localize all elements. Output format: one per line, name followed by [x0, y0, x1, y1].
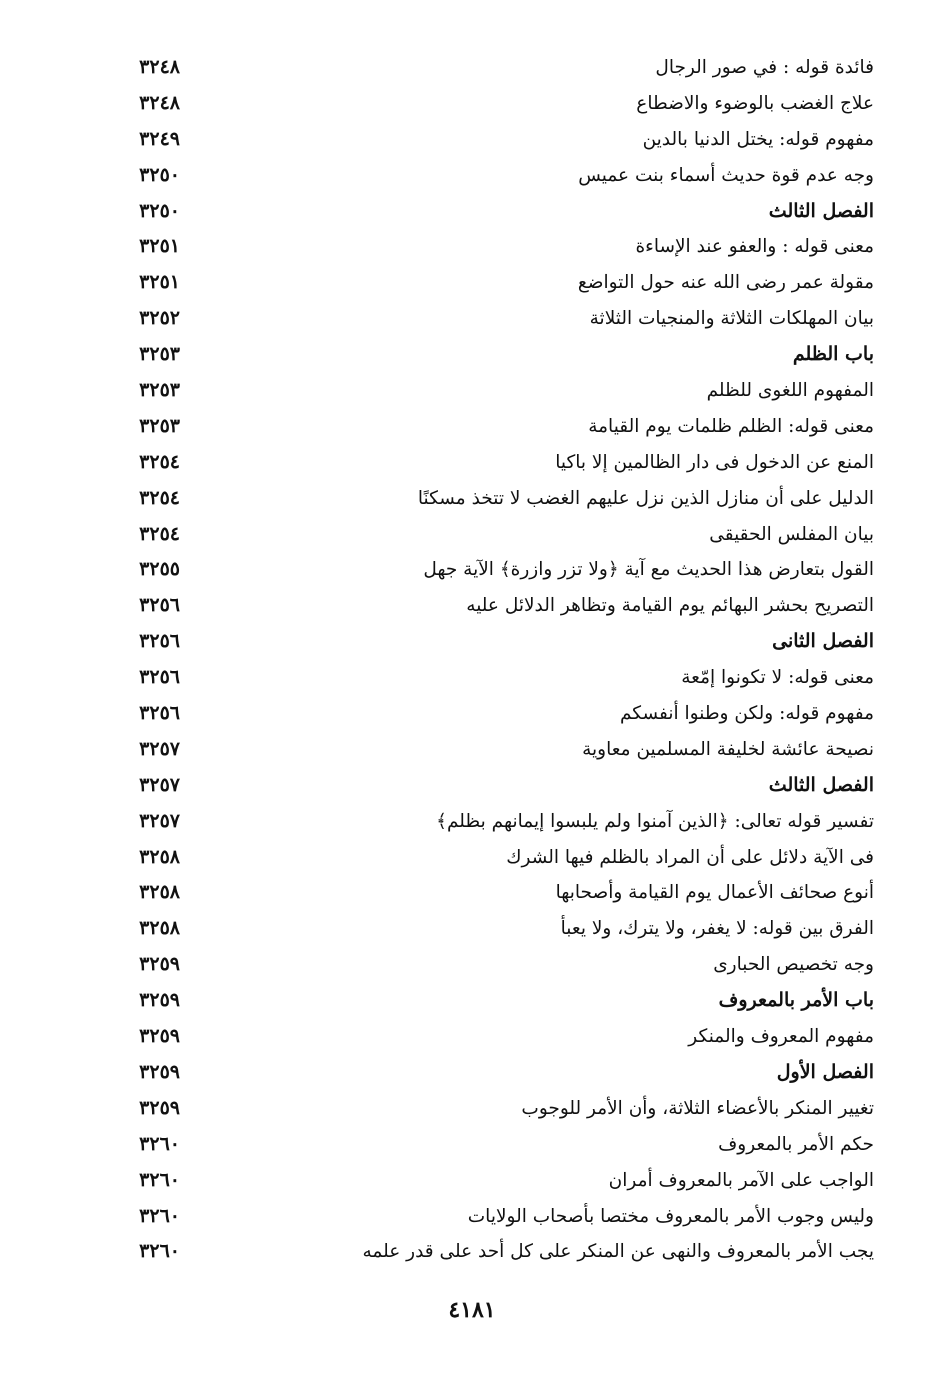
- entry-page-number: ٣٢٥٧: [139, 773, 180, 796]
- entry-page-number: ٣٢٦٠: [139, 1168, 180, 1191]
- toc-row: [0, 301, 944, 337]
- entry-title: معنى قوله : والعفو عند الإساءة: [635, 236, 874, 258]
- entry-title: القول بتعارض هذا الحديث مع آية ﴿ولا تزر وازرة﴾ الآية جهل: [423, 559, 874, 581]
- entry-page-number: ٣٢٥٥: [139, 558, 180, 581]
- toc-row: [0, 481, 944, 517]
- toc-row: [0, 552, 944, 588]
- toc-row: [0, 983, 944, 1019]
- entry-page-number: ٣٢٥٤: [139, 522, 180, 545]
- toc-row: [0, 840, 944, 876]
- entry-title: مفهوم المعروف والمنكر: [688, 1026, 874, 1048]
- toc-row: [0, 768, 944, 804]
- entry-page-number: ٣٢٥٩: [139, 1096, 180, 1119]
- entry-page-number: ٣٢٥٩: [139, 953, 180, 976]
- entry-page-number: ٣٢٥٤: [139, 450, 180, 473]
- entry-page-number: ٣٢٥١: [139, 271, 180, 294]
- entry-title: المنع عن الدخول فى دار الظالمين إلا باكيا: [555, 451, 874, 473]
- toc-list: [0, 50, 944, 1270]
- entry-page-number: ٣٢٥٦: [139, 630, 180, 653]
- entry-page-number: ٣٢٥٦: [139, 594, 180, 617]
- entry-title: فى الآية دلائل على أن المراد بالظلم فيها الشرك: [506, 846, 874, 868]
- entry-title: مفهوم قوله: يختل الدنيا بالدين: [642, 128, 874, 150]
- entry-page-number: ٣٢٤٨: [139, 56, 180, 78]
- toc-row: [0, 86, 944, 122]
- toc-row: [0, 517, 944, 553]
- entry-page-number: ٣٢٥٣: [139, 379, 180, 402]
- entry-title: تغيير المنكر بالأعضاء الثلاثة، وأن الأمر للوجوب: [521, 1097, 874, 1119]
- entry-page-number: ٣٢٥٧: [139, 809, 180, 832]
- entry-title: وليس وجوب الأمر بالمعروف مختصا بأصحاب الولايات: [467, 1205, 874, 1227]
- entry-page-number: ٣٢٥٨: [139, 845, 180, 868]
- entry-title: أنوع صحائف الأعمال يوم القيامة وأصحابها: [555, 882, 874, 904]
- toc-row: [0, 696, 944, 732]
- toc-row: [0, 875, 944, 911]
- toc-row: [0, 373, 944, 409]
- toc-row: [0, 158, 944, 194]
- entry-page-number: ٣٢٥٢: [139, 307, 180, 330]
- toc-row: [0, 1199, 944, 1235]
- entry-title: وجه تخصيص الحبارى: [713, 954, 874, 976]
- entry-page-number: ٣٢٥٩: [139, 1025, 180, 1048]
- section-heading: الفصل الثالث: [768, 773, 874, 796]
- entry-page-number: ٣٢٦٠: [139, 1132, 180, 1155]
- toc-row: [0, 122, 944, 158]
- entry-page-number: ٣٢٥٣: [139, 343, 180, 366]
- toc-row: [0, 1234, 944, 1270]
- entry-title: بيان المهلكات الثلاثة والمنجيات الثلاثة: [589, 308, 874, 330]
- toc-row: [0, 445, 944, 481]
- entry-title: الفرق بين قوله: لا يغفر، ولا يترك، ولا يعبأ: [560, 918, 874, 940]
- entry-title: حكم الأمر بالمعروف: [718, 1133, 874, 1155]
- entry-title: الواجب على الآمر بالمعروف أمران: [608, 1169, 874, 1191]
- entry-title: مقولة عمر رضى الله عنه حول التواضع: [577, 272, 874, 294]
- toc-row: [0, 409, 944, 445]
- entry-title: معنى قوله: لا تكونوا إمّعة: [681, 667, 874, 689]
- entry-title: فائدة قوله : في صور الرجال: [655, 57, 874, 78]
- toc-page: [0, 50, 944, 1270]
- entry-page-number: ٣٢٥٦: [139, 702, 180, 725]
- entry-title: الدليل على أن منازل الذين نزل عليهم الغضب لا تتخذ مسكنًا: [417, 487, 874, 509]
- entry-page-number: ٣٢٥١: [139, 235, 180, 258]
- entry-title: التصريح بحشر البهائم يوم القيامة وتظاهر الدلائل عليه: [466, 595, 874, 617]
- toc-row: [0, 337, 944, 373]
- entry-page-number: ٣٢٥٦: [139, 666, 180, 689]
- toc-row: [0, 1091, 944, 1127]
- entry-page-number: ٣٢٥٧: [139, 737, 180, 760]
- page-number: ٤١٨١: [448, 1297, 496, 1323]
- entry-title: معنى قوله: الظلم ظلمات يوم القيامة: [588, 415, 874, 437]
- toc-row: [0, 624, 944, 660]
- entry-page-number: ٣٢٦٠: [139, 1240, 180, 1263]
- entry-page-number: ٣٢٥٠: [139, 199, 180, 222]
- section-heading: باب الظلم: [792, 343, 874, 366]
- entry-page-number: ٣٢٥٨: [139, 917, 180, 940]
- entry-page-number: ٣٢٥٣: [139, 414, 180, 437]
- entry-title: المفهوم اللغوى للظلم: [706, 380, 874, 402]
- entry-title: وجه عدم قوة حديث أسماء بنت عميس: [578, 164, 874, 186]
- toc-row: [0, 1127, 944, 1163]
- toc-row: [0, 1019, 944, 1055]
- toc-row: [0, 1163, 944, 1199]
- entry-page-number: ٣٢٤٩: [139, 127, 180, 150]
- toc-row: [0, 911, 944, 947]
- toc-row: [0, 265, 944, 301]
- section-heading: الفصل الأول: [776, 1060, 874, 1083]
- entry-page-number: ٣٢٥٤: [139, 486, 180, 509]
- entry-page-number: ٣٢٥٠: [139, 163, 180, 186]
- toc-row: [0, 1055, 944, 1091]
- entry-page-number: ٣٢٥٩: [139, 989, 180, 1012]
- section-heading: الفصل الثالث: [768, 199, 874, 222]
- section-heading: باب الأمر بالمعروف: [718, 989, 874, 1012]
- entry-page-number: ٣٢٦٠: [139, 1204, 180, 1227]
- entry-title: يجب الأمر بالمعروف والنهى عن المنكر على كل أحد على قدر علمه: [362, 1241, 874, 1263]
- toc-row: [0, 588, 944, 624]
- entry-title: مفهوم قوله: ولكن وطنوا أنفسكم: [619, 703, 874, 725]
- toc-row: [0, 194, 944, 230]
- toc-row: [0, 660, 944, 696]
- toc-row: [0, 804, 944, 840]
- entry-page-number: ٣٢٤٨: [139, 91, 180, 114]
- entry-title: علاج الغضب بالوضوء والاضطاع: [636, 92, 874, 114]
- section-heading: الفصل الثانى: [772, 630, 874, 653]
- toc-row: [0, 229, 944, 265]
- entry-page-number: ٣٢٥٨: [139, 881, 180, 904]
- entry-title: بيان المفلس الحقيقى: [709, 523, 874, 545]
- toc-row: [0, 50, 944, 86]
- toc-row: [0, 947, 944, 983]
- toc-row: [0, 732, 944, 768]
- entry-page-number: ٣٢٥٩: [139, 1060, 180, 1083]
- entry-title: نصيحة عائشة لخليفة المسلمين معاوية: [582, 738, 874, 760]
- entry-title: تفسير قوله تعالى: ﴿الذين آمنوا ولم يلبسوا إيمانهم بظلم﴾: [436, 810, 874, 832]
